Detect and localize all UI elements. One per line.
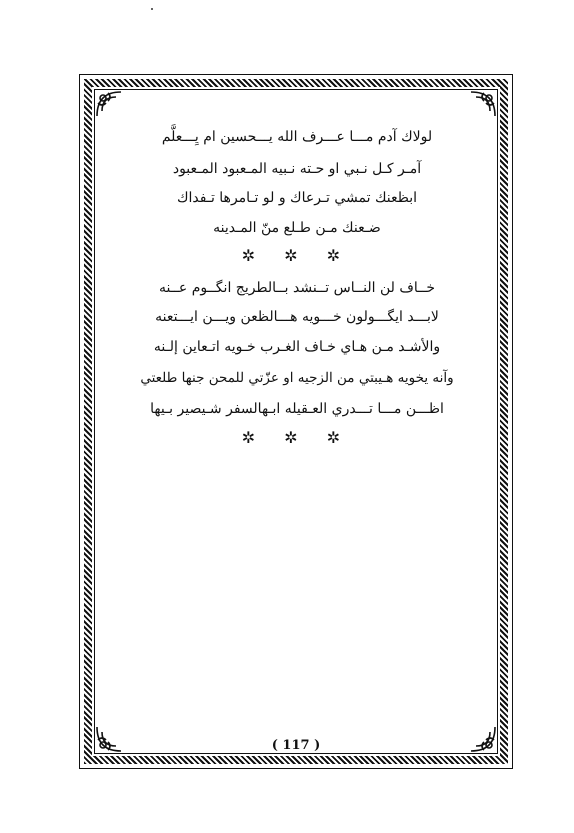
poem-line: اظـــن مـــا تـــدري العـقيله ابـهالسفر شـيصير بـيها [150, 401, 444, 417]
corner-ornament-icon [468, 89, 498, 119]
poem-line: وآنه يخويه هـيبتي من الزجيه او عزّتي للمحن جنها طلعتي [140, 370, 454, 386]
poem-line: لابـــد ايگـــولون خـــويه هـــالظعن ويـــن ايـــتعنه [155, 309, 439, 325]
poem-line: والأشـد مـن هـاي خـاف الغـرب خـويه اتـعاين إلـنه [153, 339, 441, 355]
corner-ornament-icon [94, 724, 124, 754]
poem-line: ابظعنك تمشي تـرعاك و لو تـامرها تـفداك [176, 190, 418, 206]
stray-mark [151, 8, 153, 10]
page-number: ( 117 ) [271, 738, 321, 753]
poem-line: خــاف لن النــاس تــنشد بــالطريج انگــوم عــنه [158, 280, 436, 296]
stanza-separator: ✲ ✲ ✲ [241, 246, 353, 265]
corner-ornament-icon [94, 89, 124, 119]
poem-line: لولاك آدم مـــا عـــرف الله يـــحسين ام يِـــعلَّم [161, 129, 433, 145]
poem-line: آمـر كـل نـبي او حـته نـبيه المـعبود المـعبود [172, 161, 422, 177]
corner-ornament-icon [468, 724, 498, 754]
poem-line: ضـعنك مـن طـلع منّ المـدينه [213, 220, 381, 236]
stanza-separator: ✲ ✲ ✲ [241, 428, 353, 447]
